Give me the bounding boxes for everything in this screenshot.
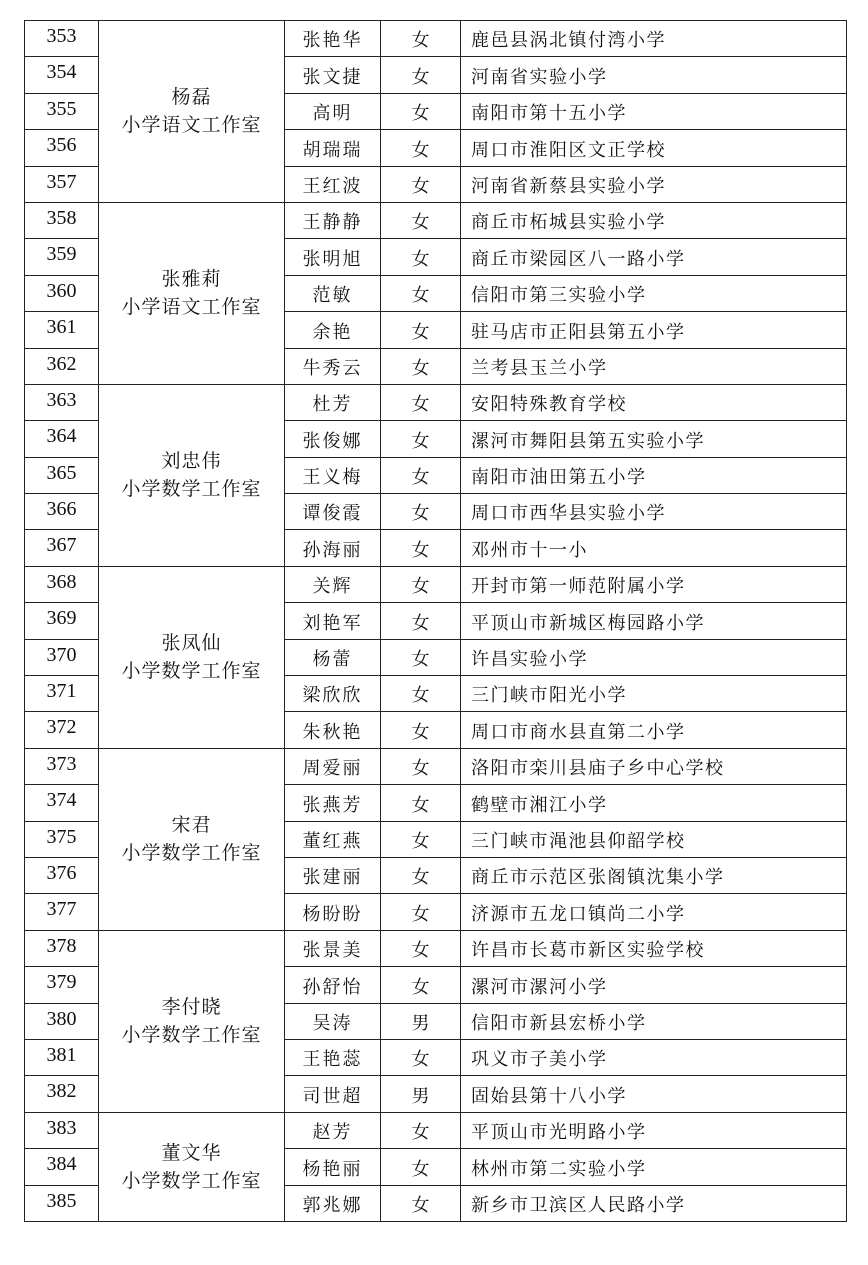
serial-number-cell: 359 [25,239,99,275]
school-cell: 河南省实验小学 [461,57,847,93]
serial-number-cell: 355 [25,93,99,129]
member-name-cell: 高明 [285,93,381,129]
studio-cell [99,21,285,203]
member-name-cell: 王义梅 [285,457,381,493]
gender-cell: 女 [381,57,461,93]
serial-number-cell: 354 [25,57,99,93]
member-name-cell: 刘艳军 [285,603,381,639]
school-cell: 周口市淮阳区文正学校 [461,130,847,166]
member-name-cell: 吴涛 [285,1003,381,1039]
member-name-cell: 张艳华 [285,21,381,57]
studio-type: 小学语文工作室 [121,296,262,319]
school-cell: 开封市第一师范附属小学 [461,566,847,602]
serial-number-cell: 353 [25,21,99,57]
member-name-cell: 董红燕 [285,821,381,857]
studio-type: 小学数学工作室 [121,1169,262,1192]
member-name-cell: 关辉 [285,566,381,602]
serial-number-cell: 369 [25,603,99,639]
gender-cell: 女 [381,1112,461,1148]
serial-number-cell: 357 [25,166,99,202]
member-name-cell: 张俊娜 [285,421,381,457]
serial-number-cell: 360 [25,275,99,311]
gender-cell: 女 [381,457,461,493]
member-name-cell: 孙海丽 [285,530,381,566]
school-cell: 巩义市子美小学 [461,1039,847,1075]
studio-type: 小学语文工作室 [121,114,262,137]
school-cell: 驻马店市正阳县第五小学 [461,312,847,348]
school-cell: 周口市商水县直第二小学 [461,712,847,748]
serial-number-cell: 382 [25,1076,99,1112]
member-name-cell: 胡瑞瑞 [285,130,381,166]
school-cell: 平顶山市新城区梅园路小学 [461,603,847,639]
gender-cell: 女 [381,1039,461,1075]
school-cell: 南阳市油田第五小学 [461,457,847,493]
gender-cell: 女 [381,676,461,712]
school-cell: 兰考县玉兰小学 [461,348,847,384]
serial-number-cell: 378 [25,930,99,966]
serial-number-cell: 364 [25,421,99,457]
member-name-cell: 谭俊霞 [285,494,381,530]
serial-number-cell: 356 [25,130,99,166]
table-row [25,202,847,238]
serial-number-cell: 363 [25,384,99,420]
serial-number-cell: 371 [25,676,99,712]
gender-cell: 女 [381,421,461,457]
school-cell: 固始县第十八小学 [461,1076,847,1112]
studio-leader-name: 张凤仙 [161,632,222,655]
member-name-cell: 张明旭 [285,239,381,275]
member-name-cell: 朱秋艳 [285,712,381,748]
serial-number-cell: 370 [25,639,99,675]
gender-cell: 女 [381,857,461,893]
school-cell: 洛阳市栾川县庙子乡中心学校 [461,748,847,784]
school-cell: 许昌实验小学 [461,639,847,675]
studio-leader-name: 刘忠伟 [161,450,222,473]
serial-number-cell: 372 [25,712,99,748]
school-cell: 商丘市示范区张阁镇沈集小学 [461,857,847,893]
gender-cell: 男 [381,1076,461,1112]
school-cell: 林州市第二实验小学 [461,1149,847,1185]
member-name-cell: 杜芳 [285,384,381,420]
school-cell: 商丘市梁园区八一路小学 [461,239,847,275]
serial-number-cell: 373 [25,748,99,784]
table-row [25,748,847,784]
gender-cell: 女 [381,166,461,202]
school-cell: 平顶山市光明路小学 [461,1112,847,1148]
member-name-cell: 张景美 [285,930,381,966]
school-cell: 信阳市新县宏桥小学 [461,1003,847,1039]
member-name-cell: 王静静 [285,202,381,238]
serial-number-cell: 358 [25,202,99,238]
school-cell: 安阳特殊教育学校 [461,384,847,420]
roster-table [24,20,847,1222]
member-name-cell: 杨蕾 [285,639,381,675]
table-row [25,566,847,602]
school-cell: 周口市西华县实验小学 [461,494,847,530]
gender-cell: 女 [381,1185,461,1221]
gender-cell: 女 [381,603,461,639]
studio-cell [99,566,285,748]
gender-cell: 女 [381,202,461,238]
serial-number-cell: 362 [25,348,99,384]
studio-cell [99,930,285,1112]
studio-leader-name: 李付晓 [161,996,222,1019]
table-row [25,930,847,966]
member-name-cell: 周爱丽 [285,748,381,784]
gender-cell: 女 [381,1149,461,1185]
school-cell: 许昌市长葛市新区实验学校 [461,930,847,966]
studio-leader-name: 宋君 [171,814,212,837]
studio-cell [99,1112,285,1221]
serial-number-cell: 361 [25,312,99,348]
gender-cell: 女 [381,639,461,675]
school-cell: 鹤壁市湘江小学 [461,785,847,821]
studio-leader-name: 董文华 [161,1141,222,1164]
school-cell: 鹿邑县涡北镇付湾小学 [461,21,847,57]
school-cell: 商丘市柘城县实验小学 [461,202,847,238]
roster-body [25,21,847,1222]
studio-cell [99,202,285,384]
serial-number-cell: 384 [25,1149,99,1185]
serial-number-cell: 367 [25,530,99,566]
member-name-cell: 范敏 [285,275,381,311]
school-cell: 漯河市舞阳县第五实验小学 [461,421,847,457]
studio-leader-name: 杨磊 [171,86,212,109]
member-name-cell: 梁欣欣 [285,676,381,712]
member-name-cell: 杨艳丽 [285,1149,381,1185]
member-name-cell: 张文捷 [285,57,381,93]
member-name-cell: 孙舒怡 [285,967,381,1003]
member-name-cell: 郭兆娜 [285,1185,381,1221]
studio-cell [99,384,285,566]
serial-number-cell: 385 [25,1185,99,1221]
studio-cell [99,748,285,930]
member-name-cell: 王艳蕊 [285,1039,381,1075]
gender-cell: 女 [381,967,461,1003]
studio-leader-name: 张雅莉 [161,268,222,291]
gender-cell: 女 [381,530,461,566]
gender-cell: 女 [381,494,461,530]
gender-cell: 女 [381,312,461,348]
member-name-cell: 张燕芳 [285,785,381,821]
gender-cell: 女 [381,239,461,275]
gender-cell: 女 [381,712,461,748]
gender-cell: 女 [381,821,461,857]
studio-type: 小学数学工作室 [121,842,262,865]
studio-type: 小学数学工作室 [121,660,262,683]
gender-cell: 女 [381,130,461,166]
gender-cell: 女 [381,384,461,420]
serial-number-cell: 377 [25,894,99,930]
member-name-cell: 牛秀云 [285,348,381,384]
school-cell: 济源市五龙口镇尚二小学 [461,894,847,930]
school-cell: 河南省新蔡县实验小学 [461,166,847,202]
gender-cell: 女 [381,785,461,821]
member-name-cell: 杨盼盼 [285,894,381,930]
gender-cell: 女 [381,21,461,57]
member-name-cell: 余艳 [285,312,381,348]
serial-number-cell: 380 [25,1003,99,1039]
serial-number-cell: 366 [25,494,99,530]
gender-cell: 女 [381,748,461,784]
gender-cell: 男 [381,1003,461,1039]
school-cell: 南阳市第十五小学 [461,93,847,129]
school-cell: 三门峡市阳光小学 [461,676,847,712]
member-name-cell: 赵芳 [285,1112,381,1148]
member-name-cell: 司世超 [285,1076,381,1112]
member-name-cell: 张建丽 [285,857,381,893]
serial-number-cell: 376 [25,857,99,893]
serial-number-cell: 379 [25,967,99,1003]
gender-cell: 女 [381,93,461,129]
table-row [25,384,847,420]
serial-number-cell: 368 [25,566,99,602]
table-row [25,21,847,57]
serial-number-cell: 375 [25,821,99,857]
studio-type: 小学数学工作室 [121,1024,262,1047]
studio-type: 小学数学工作室 [121,478,262,501]
school-cell: 三门峡市渑池县仰韶学校 [461,821,847,857]
table-row [25,1112,847,1148]
gender-cell: 女 [381,275,461,311]
serial-number-cell: 381 [25,1039,99,1075]
serial-number-cell: 374 [25,785,99,821]
serial-number-cell: 365 [25,457,99,493]
serial-number-cell: 383 [25,1112,99,1148]
school-cell: 邓州市十一小 [461,530,847,566]
member-name-cell: 王红波 [285,166,381,202]
school-cell: 漯河市漯河小学 [461,967,847,1003]
school-cell: 信阳市第三实验小学 [461,275,847,311]
school-cell: 新乡市卫滨区人民路小学 [461,1185,847,1221]
gender-cell: 女 [381,930,461,966]
gender-cell: 女 [381,566,461,602]
gender-cell: 女 [381,894,461,930]
gender-cell: 女 [381,348,461,384]
